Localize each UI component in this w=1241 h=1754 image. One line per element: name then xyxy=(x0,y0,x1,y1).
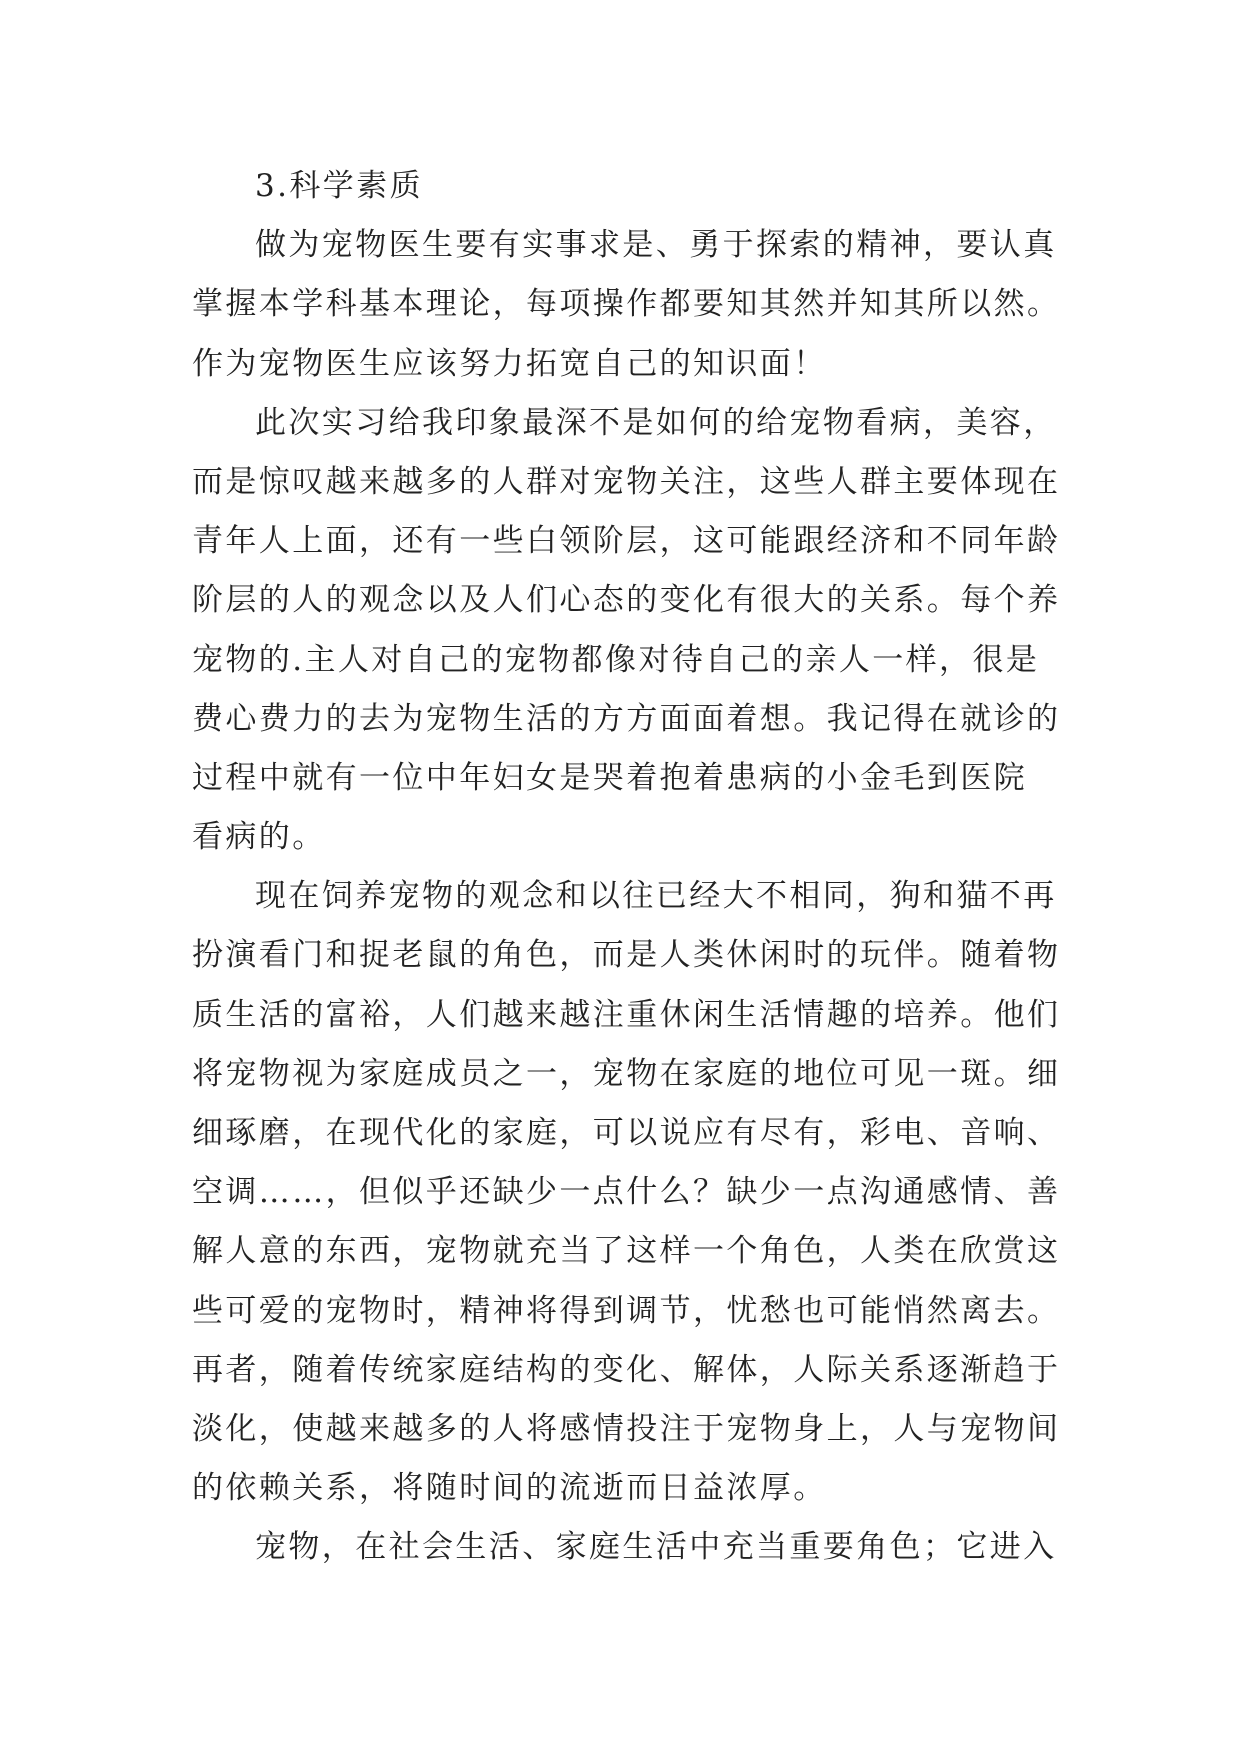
body-text xyxy=(192,157,1062,1578)
text-line: 而是惊叹越来越多的人群对宠物关注，这些人群主要体现在 xyxy=(192,463,1061,500)
text-line: 3.科学素质 xyxy=(255,168,423,204)
text-line: 些可爱的宠物时，精神将得到调节，忧愁也可能悄然离去。 xyxy=(192,1292,1061,1329)
text-line: 看病的。 xyxy=(192,819,326,856)
text-line: 细琢磨，在现代化的家庭，可以说应有尽有，彩电、音响、 xyxy=(192,1115,1061,1151)
text-line: 空调……，但似乎还缺少一点什么？缺少一点沟通感情、善 xyxy=(192,1174,1061,1211)
text-line: 现在饲养宠物的观念和以往已经大不相同，狗和猫不再 xyxy=(255,878,1057,915)
text-line: 宠物，在社会生活、家庭生活中充当重要角色；它进入 xyxy=(255,1529,1057,1566)
text-line: 解人意的东西，宠物就充当了这样一个角色，人类在欣赏这 xyxy=(192,1233,1061,1270)
text-line: 扮演看门和捉老鼠的角色，而是人类休闲时的玩伴。随着物 xyxy=(192,937,1061,974)
text-line: 此次实习给我印象最深不是如何的给宠物看病，美容， xyxy=(255,404,1057,441)
text-line: 的依赖关系，将随时间的流逝而日益浓厚。 xyxy=(192,1470,827,1507)
text-line: 青年人上面，还有一些白领阶层，这可能跟经济和不同年龄 xyxy=(192,523,1061,560)
text-line: 宠物的.主人对自己的宠物都像对待自己的亲人一样，很是 xyxy=(192,641,1040,678)
text-line: 掌握本学科基本理论，每项操作都要知其然并知其所以然。 xyxy=(192,286,1061,323)
text-line: 作为宠物医生应该努力拓宽自己的知识面！ xyxy=(192,345,827,382)
text-line: 做为宠物医生要有实事求是、勇于探索的精神，要认真 xyxy=(255,227,1057,264)
text-line: 阶层的人的观念以及人们心态的变化有很大的关系。每个养 xyxy=(192,582,1061,619)
text-line: 淡化，使越来越多的人将感情投注于宠物身上，人与宠物间 xyxy=(192,1410,1061,1447)
text-line: 过程中就有一位中年妇女是哭着抱着患病的小金毛到医院 xyxy=(192,759,1027,796)
text-line: 将宠物视为家庭成员之一，宠物在家庭的地位可见一斑。细 xyxy=(192,1055,1061,1092)
text-line: 费心费力的去为宠物生活的方方面面着想。我记得在就诊的 xyxy=(192,700,1061,737)
text-line: 质生活的富裕，人们越来越注重休闲生活情趣的培养。他们 xyxy=(192,996,1061,1033)
text-line: 再者，随着传统家庭结构的变化、解体，人际关系逐渐趋于 xyxy=(192,1351,1061,1388)
